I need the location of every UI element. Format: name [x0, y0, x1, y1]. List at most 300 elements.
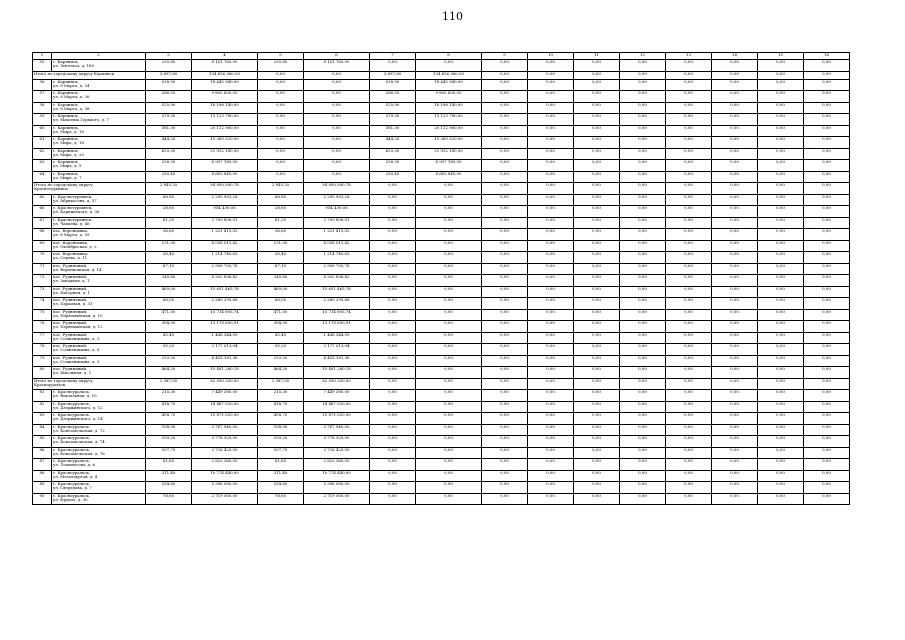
value-cell: 0,00	[370, 367, 416, 379]
value-cell: 36,40	[258, 252, 304, 264]
value-cell: 0,00	[574, 160, 620, 172]
value-cell: 235,60	[146, 60, 192, 72]
value-cell: 0,00	[482, 240, 528, 252]
value-cell: 0,00	[528, 424, 574, 436]
table-row	[33, 160, 850, 172]
table-row	[33, 447, 850, 459]
value-cell: 0,00	[712, 344, 758, 356]
value-cell: 0,00	[574, 148, 620, 160]
value-cell: 0,00	[574, 79, 620, 91]
value-cell: 0,00	[712, 298, 758, 310]
value-cell: 0,00	[416, 183, 482, 195]
value-cell: 0,00	[416, 401, 482, 413]
value-cell: 0,00	[416, 355, 482, 367]
value-cell: 0,00	[712, 459, 758, 471]
value-cell: 15 871 020,00	[192, 413, 258, 425]
address-line: г. Краснотурьинск,	[53, 217, 93, 222]
value-cell: 0,00	[574, 493, 620, 505]
address-cell	[52, 91, 146, 103]
value-cell: 0,00	[528, 390, 574, 402]
table-row	[33, 194, 850, 206]
value-cell: 0,00	[370, 413, 416, 425]
value-cell: 0,00	[482, 148, 528, 160]
value-cell: 0,00	[666, 493, 712, 505]
row-number: 62	[33, 148, 52, 160]
value-cell: 0,00	[712, 91, 758, 103]
table-body	[33, 60, 850, 505]
total-label-line: Итого по городскому округу	[34, 182, 93, 187]
value-cell: 0,00	[528, 309, 574, 321]
address-line: ул. Мира, д. 20	[53, 151, 84, 157]
value-cell: 0,00	[620, 482, 666, 494]
table-row	[33, 240, 850, 252]
value-cell: 0,00	[804, 171, 850, 183]
table-row	[33, 137, 850, 149]
value-cell: 0,00	[528, 321, 574, 333]
value-cell: 0,00	[370, 424, 416, 436]
value-cell: 133,50	[146, 355, 192, 367]
address-line: ул. Октябрьская, д. 2	[53, 243, 97, 249]
value-cell: 7 449 380,00	[192, 390, 258, 402]
value-cell: 0,00	[304, 148, 370, 160]
address-line: г. Карпинск,	[53, 102, 79, 107]
value-cell: 0,00	[804, 309, 850, 321]
value-cell: 954 439,06	[304, 206, 370, 218]
value-cell: 0,00	[712, 447, 758, 459]
table-row	[33, 459, 850, 471]
value-cell: 0,00	[370, 229, 416, 241]
column-number-header: 6	[304, 53, 370, 60]
table-row	[33, 91, 850, 103]
value-cell: 0,00	[482, 344, 528, 356]
value-cell: 581,30	[370, 125, 416, 137]
table-row	[33, 332, 850, 344]
value-cell: 538,90	[370, 79, 416, 91]
column-number-header: 5	[258, 53, 304, 60]
value-cell: 0,00	[370, 436, 416, 448]
value-cell: 471,50	[146, 309, 192, 321]
value-cell: 0,00	[712, 378, 758, 390]
value-cell: 0,00	[666, 206, 712, 218]
table-row	[33, 114, 850, 126]
row-number: 78	[33, 344, 52, 356]
address-cell	[52, 436, 146, 448]
value-cell: 0,00	[574, 114, 620, 126]
value-cell: 0,00	[758, 240, 804, 252]
row-number: 86	[33, 447, 52, 459]
value-cell: 0,00	[528, 286, 574, 298]
address-line: г. Карпинск,	[53, 171, 79, 176]
value-cell: 245,80	[258, 275, 304, 287]
value-cell: 581,30	[146, 125, 192, 137]
value-cell: 0,00	[712, 194, 758, 206]
value-cell: 0,00	[574, 424, 620, 436]
value-cell: 0,00	[258, 160, 304, 172]
value-cell: 0,00	[416, 60, 482, 72]
value-cell: 0,00	[574, 390, 620, 402]
value-cell: 0,00	[804, 470, 850, 482]
value-cell: 0,00	[370, 447, 416, 459]
value-cell: 0,00	[758, 436, 804, 448]
value-cell: 0,00	[666, 309, 712, 321]
address-cell	[52, 252, 146, 264]
address-line: пос. Рудничный,	[53, 320, 88, 325]
value-cell: 0,00	[804, 367, 850, 379]
value-cell: 0,00	[574, 263, 620, 275]
value-cell: 95,20	[146, 344, 192, 356]
row-number: 73	[33, 286, 52, 298]
value-cell: 0,00	[482, 286, 528, 298]
row-number: 58	[33, 102, 52, 114]
address-line: пос. Рудничный,	[53, 286, 88, 291]
value-cell: 0,00	[620, 171, 666, 183]
value-cell: 0,00	[574, 286, 620, 298]
value-cell: 0,00	[712, 240, 758, 252]
value-cell: 0,00	[758, 344, 804, 356]
value-cell: 0,00	[528, 183, 574, 195]
value-cell: 81,20	[258, 217, 304, 229]
column-number-header: 8	[416, 53, 482, 60]
row-number: 80	[33, 367, 52, 379]
value-cell: 0,00	[758, 252, 804, 264]
value-cell: 0,00	[620, 332, 666, 344]
address-cell	[52, 390, 146, 402]
value-cell: 0,00	[666, 102, 712, 114]
address-line: г. Краснотурьинск,	[53, 194, 93, 199]
value-cell: 0,00	[620, 321, 666, 333]
value-cell: 2 719 560,00	[192, 493, 258, 505]
row-number: 79	[33, 355, 52, 367]
value-cell: 4 038 011,42	[304, 240, 370, 252]
value-cell: 15 651 465,76	[304, 286, 370, 298]
address-line: г. Красноуральск,	[53, 458, 90, 463]
value-cell: 21 912 180,00	[192, 148, 258, 160]
address-line: г. Красноуральск,	[53, 412, 90, 417]
value-cell: 0,00	[712, 114, 758, 126]
value-cell: 8 663 840,00	[192, 171, 258, 183]
value-cell: 0,00	[712, 470, 758, 482]
value-cell: 0,00	[416, 482, 482, 494]
value-cell: 0,00	[528, 217, 574, 229]
value-cell: 95,20	[258, 344, 304, 356]
address-line: пос. Рудничный,	[53, 343, 88, 348]
address-cell	[52, 413, 146, 425]
address-line: ул. Вокзальная, д. 19	[53, 393, 97, 399]
value-cell: 0,00	[416, 298, 482, 310]
value-cell: 36,60	[146, 229, 192, 241]
address-cell	[52, 286, 146, 298]
value-cell: 0,00	[804, 436, 850, 448]
value-cell: 0,00	[304, 71, 370, 79]
value-cell: 9 895 600,00	[416, 91, 482, 103]
value-cell: 0,00	[804, 91, 850, 103]
value-cell: 0,00	[528, 125, 574, 137]
value-cell: 0,00	[666, 240, 712, 252]
value-cell: 0,00	[804, 79, 850, 91]
address-cell	[52, 60, 146, 72]
value-cell: 0,00	[666, 321, 712, 333]
address-line: г. Карпинск,	[53, 59, 79, 64]
column-number-header: 4	[192, 53, 258, 60]
value-cell: 0,00	[712, 321, 758, 333]
value-cell: 0,00	[574, 171, 620, 183]
address-line: ул. Первомайская, д. 12	[53, 324, 103, 330]
value-cell: 87,10	[146, 263, 192, 275]
value-cell: 0,00	[758, 79, 804, 91]
value-cell: 0,00	[528, 240, 574, 252]
value-cell: 0,00	[666, 413, 712, 425]
value-cell: 0,00	[416, 378, 482, 390]
column-number-header: 9	[482, 53, 528, 60]
address-line: ул. Воронцовская, д. 14	[53, 266, 102, 272]
column-number-header: 14	[712, 53, 758, 60]
address-cell	[52, 321, 146, 333]
value-cell: 15 651 465,76	[192, 286, 258, 298]
value-cell: 5 356 080,00	[192, 482, 258, 494]
value-cell: 0,00	[666, 390, 712, 402]
value-cell: 0,00	[482, 470, 528, 482]
value-cell: 0,00	[666, 401, 712, 413]
value-cell: 3 897,60	[370, 71, 416, 79]
value-cell: 0,00	[666, 286, 712, 298]
value-cell: 0,00	[370, 470, 416, 482]
address-cell	[52, 217, 146, 229]
value-cell: 0,00	[574, 470, 620, 482]
table-row	[33, 355, 850, 367]
value-cell: 0,00	[666, 470, 712, 482]
value-cell: 0,00	[712, 79, 758, 91]
value-cell: 0,00	[370, 286, 416, 298]
value-cell: 0,00	[758, 217, 804, 229]
value-cell: 0,00	[620, 148, 666, 160]
value-cell: 0,00	[482, 206, 528, 218]
value-cell: 0,00	[528, 79, 574, 91]
value-cell: 0,00	[370, 321, 416, 333]
value-cell: 0,00	[258, 148, 304, 160]
value-cell: 15 369 320,00	[416, 137, 482, 149]
value-cell: 464,20	[258, 367, 304, 379]
value-cell: 0,00	[482, 194, 528, 206]
address-line: г. Красноуральск,	[53, 424, 90, 429]
value-cell: 0,00	[666, 482, 712, 494]
value-cell: 0,00	[528, 355, 574, 367]
address-line: ул. Мира, д. 18	[53, 140, 84, 146]
value-cell: 0,00	[416, 240, 482, 252]
address-line: г. Красноуральск,	[53, 435, 90, 440]
total-label-line: Итого по городскому округу Карпинск	[34, 71, 115, 76]
value-cell: 0,00	[620, 493, 666, 505]
value-cell: 1 448 344,59	[192, 332, 258, 344]
address-line: ул. 8 Марта, д. 38	[53, 105, 90, 111]
value-cell: 0,00	[258, 71, 304, 79]
value-cell: 0,00	[758, 367, 804, 379]
value-cell: 82 590 200,00	[192, 378, 258, 390]
value-cell: 154,80	[146, 482, 192, 494]
row-number: 71	[33, 263, 52, 275]
value-cell: 0,00	[712, 125, 758, 137]
value-cell: 0,00	[574, 482, 620, 494]
value-cell: 0,00	[804, 424, 850, 436]
address-line: г. Карпинск,	[53, 148, 79, 153]
value-cell: 0,00	[574, 298, 620, 310]
page-number: 110	[442, 10, 463, 23]
value-cell: 0,00	[304, 160, 370, 172]
value-cell: 8 151 760,00	[192, 60, 258, 72]
value-cell: 0,00	[804, 321, 850, 333]
value-cell: 0,00	[370, 298, 416, 310]
value-cell: 0,00	[804, 263, 850, 275]
value-cell: 0,00	[666, 263, 712, 275]
row-number: 84	[33, 424, 52, 436]
value-cell: 0,00	[666, 148, 712, 160]
value-cell: 13 178 600,91	[192, 321, 258, 333]
row-number: 77	[33, 332, 52, 344]
address-cell	[52, 79, 146, 91]
value-cell: 0,00	[804, 114, 850, 126]
address-line: г. Красноуральск,	[53, 493, 90, 498]
column-number-header: 16	[804, 53, 850, 60]
column-number-header: 3	[146, 53, 192, 60]
value-cell: 0,00	[482, 390, 528, 402]
value-cell: 0,00	[804, 447, 850, 459]
address-cell	[52, 447, 146, 459]
value-cell: 0,00	[528, 332, 574, 344]
value-cell: 0,00	[482, 355, 528, 367]
value-cell: 0,00	[804, 148, 850, 160]
value-cell: 0,00	[666, 229, 712, 241]
value-cell: 458,70	[258, 413, 304, 425]
address-cell	[52, 137, 146, 149]
value-cell: 28,60	[146, 206, 192, 218]
value-cell: 0,00	[620, 206, 666, 218]
table-row	[33, 125, 850, 137]
value-cell: 0,00	[712, 286, 758, 298]
value-cell: 0,00	[528, 114, 574, 126]
value-cell: 94 950 000,78	[192, 183, 258, 195]
value-cell: 0,00	[528, 60, 574, 72]
value-cell: 418,70	[258, 401, 304, 413]
value-cell: 3 897,60	[146, 71, 192, 79]
address-line: ул. Чапаева, д. 46	[53, 220, 90, 226]
value-cell: 2 269 295,68	[304, 298, 370, 310]
value-cell: 0,00	[666, 447, 712, 459]
value-cell: 0,00	[712, 355, 758, 367]
value-cell: 68,80	[258, 194, 304, 206]
value-cell: 0,00	[758, 424, 804, 436]
value-cell: 286,00	[146, 91, 192, 103]
value-cell: 0,00	[416, 436, 482, 448]
value-cell: 0,00	[528, 229, 574, 241]
value-cell: 0,00	[666, 217, 712, 229]
value-cell: 0,00	[620, 344, 666, 356]
value-cell: 0,00	[758, 413, 804, 425]
value-cell: 13 123 780,00	[416, 114, 482, 126]
row-number: 81	[33, 390, 52, 402]
value-cell: 0,00	[758, 229, 804, 241]
value-cell: 28,60	[258, 206, 304, 218]
value-cell: 0,00	[758, 355, 804, 367]
value-cell: 0,00	[482, 424, 528, 436]
value-cell: 18 645 940,00	[192, 79, 258, 91]
value-cell: 0,00	[804, 332, 850, 344]
value-cell: 954 439,06	[192, 206, 258, 218]
value-cell: 0,00	[620, 413, 666, 425]
value-cell: 121,00	[258, 240, 304, 252]
value-cell: 0,00	[758, 114, 804, 126]
value-cell: 0,00	[574, 102, 620, 114]
value-cell: 78,60	[258, 493, 304, 505]
value-cell: 0,00	[804, 137, 850, 149]
value-cell: 0,00	[370, 493, 416, 505]
value-cell: 0,00	[416, 459, 482, 471]
value-cell: 0,00	[620, 252, 666, 264]
value-cell: 311,40	[146, 470, 192, 482]
total-row	[33, 378, 850, 390]
value-cell: 2 823 360,00	[304, 459, 370, 471]
table-row	[33, 286, 850, 298]
value-cell: 8 202 836,42	[304, 275, 370, 287]
value-cell: 0,00	[666, 60, 712, 72]
address-line: ул. Мира, д. 16	[53, 128, 84, 134]
row-number: 82	[33, 401, 52, 413]
value-cell: 0,00	[528, 206, 574, 218]
value-cell: 0,00	[620, 217, 666, 229]
value-cell: 36,40	[146, 252, 192, 264]
value-cell: 0,00	[574, 436, 620, 448]
address-line: пос. Рудничный,	[53, 366, 88, 371]
value-cell: 0,00	[416, 413, 482, 425]
table-row	[33, 229, 850, 241]
value-cell: 15 734 895,74	[304, 309, 370, 321]
value-cell: 0,00	[574, 137, 620, 149]
address-cell	[52, 493, 146, 505]
total-label	[33, 71, 146, 79]
value-cell: 458,70	[146, 413, 192, 425]
address-line: пос. Рудничный,	[53, 297, 88, 302]
value-cell: 0,00	[416, 390, 482, 402]
value-cell: 0,00	[528, 160, 574, 172]
address-cell	[52, 102, 146, 114]
value-cell: 0,00	[620, 125, 666, 137]
address-cell	[52, 114, 146, 126]
value-cell: 81,60	[146, 459, 192, 471]
value-cell: 0,00	[804, 194, 850, 206]
value-cell: 0,00	[370, 355, 416, 367]
value-cell: 0,00	[574, 413, 620, 425]
value-cell: 0,00	[620, 91, 666, 103]
value-cell: 0,00	[416, 263, 482, 275]
value-cell: 0,00	[666, 252, 712, 264]
value-cell: 0,00	[416, 321, 482, 333]
value-cell: 0,00	[574, 91, 620, 103]
value-cell: 0,00	[666, 114, 712, 126]
address-line: г. Карпинск,	[53, 90, 79, 95]
row-number: 74	[33, 298, 52, 310]
value-cell: 0,00	[620, 71, 666, 79]
value-cell: 0,00	[712, 137, 758, 149]
value-cell: 0,00	[666, 137, 712, 149]
value-cell: 0,00	[620, 286, 666, 298]
value-cell: 2 387,00	[258, 378, 304, 390]
value-cell: 14 487 020,00	[304, 401, 370, 413]
value-cell: 0,00	[574, 447, 620, 459]
value-cell: 0,00	[370, 309, 416, 321]
address-cell	[52, 240, 146, 252]
value-cell: 0,00	[482, 275, 528, 287]
value-cell: 109,20	[258, 436, 304, 448]
value-cell: 108,90	[146, 424, 192, 436]
value-cell: 3 726 420,00	[192, 447, 258, 459]
